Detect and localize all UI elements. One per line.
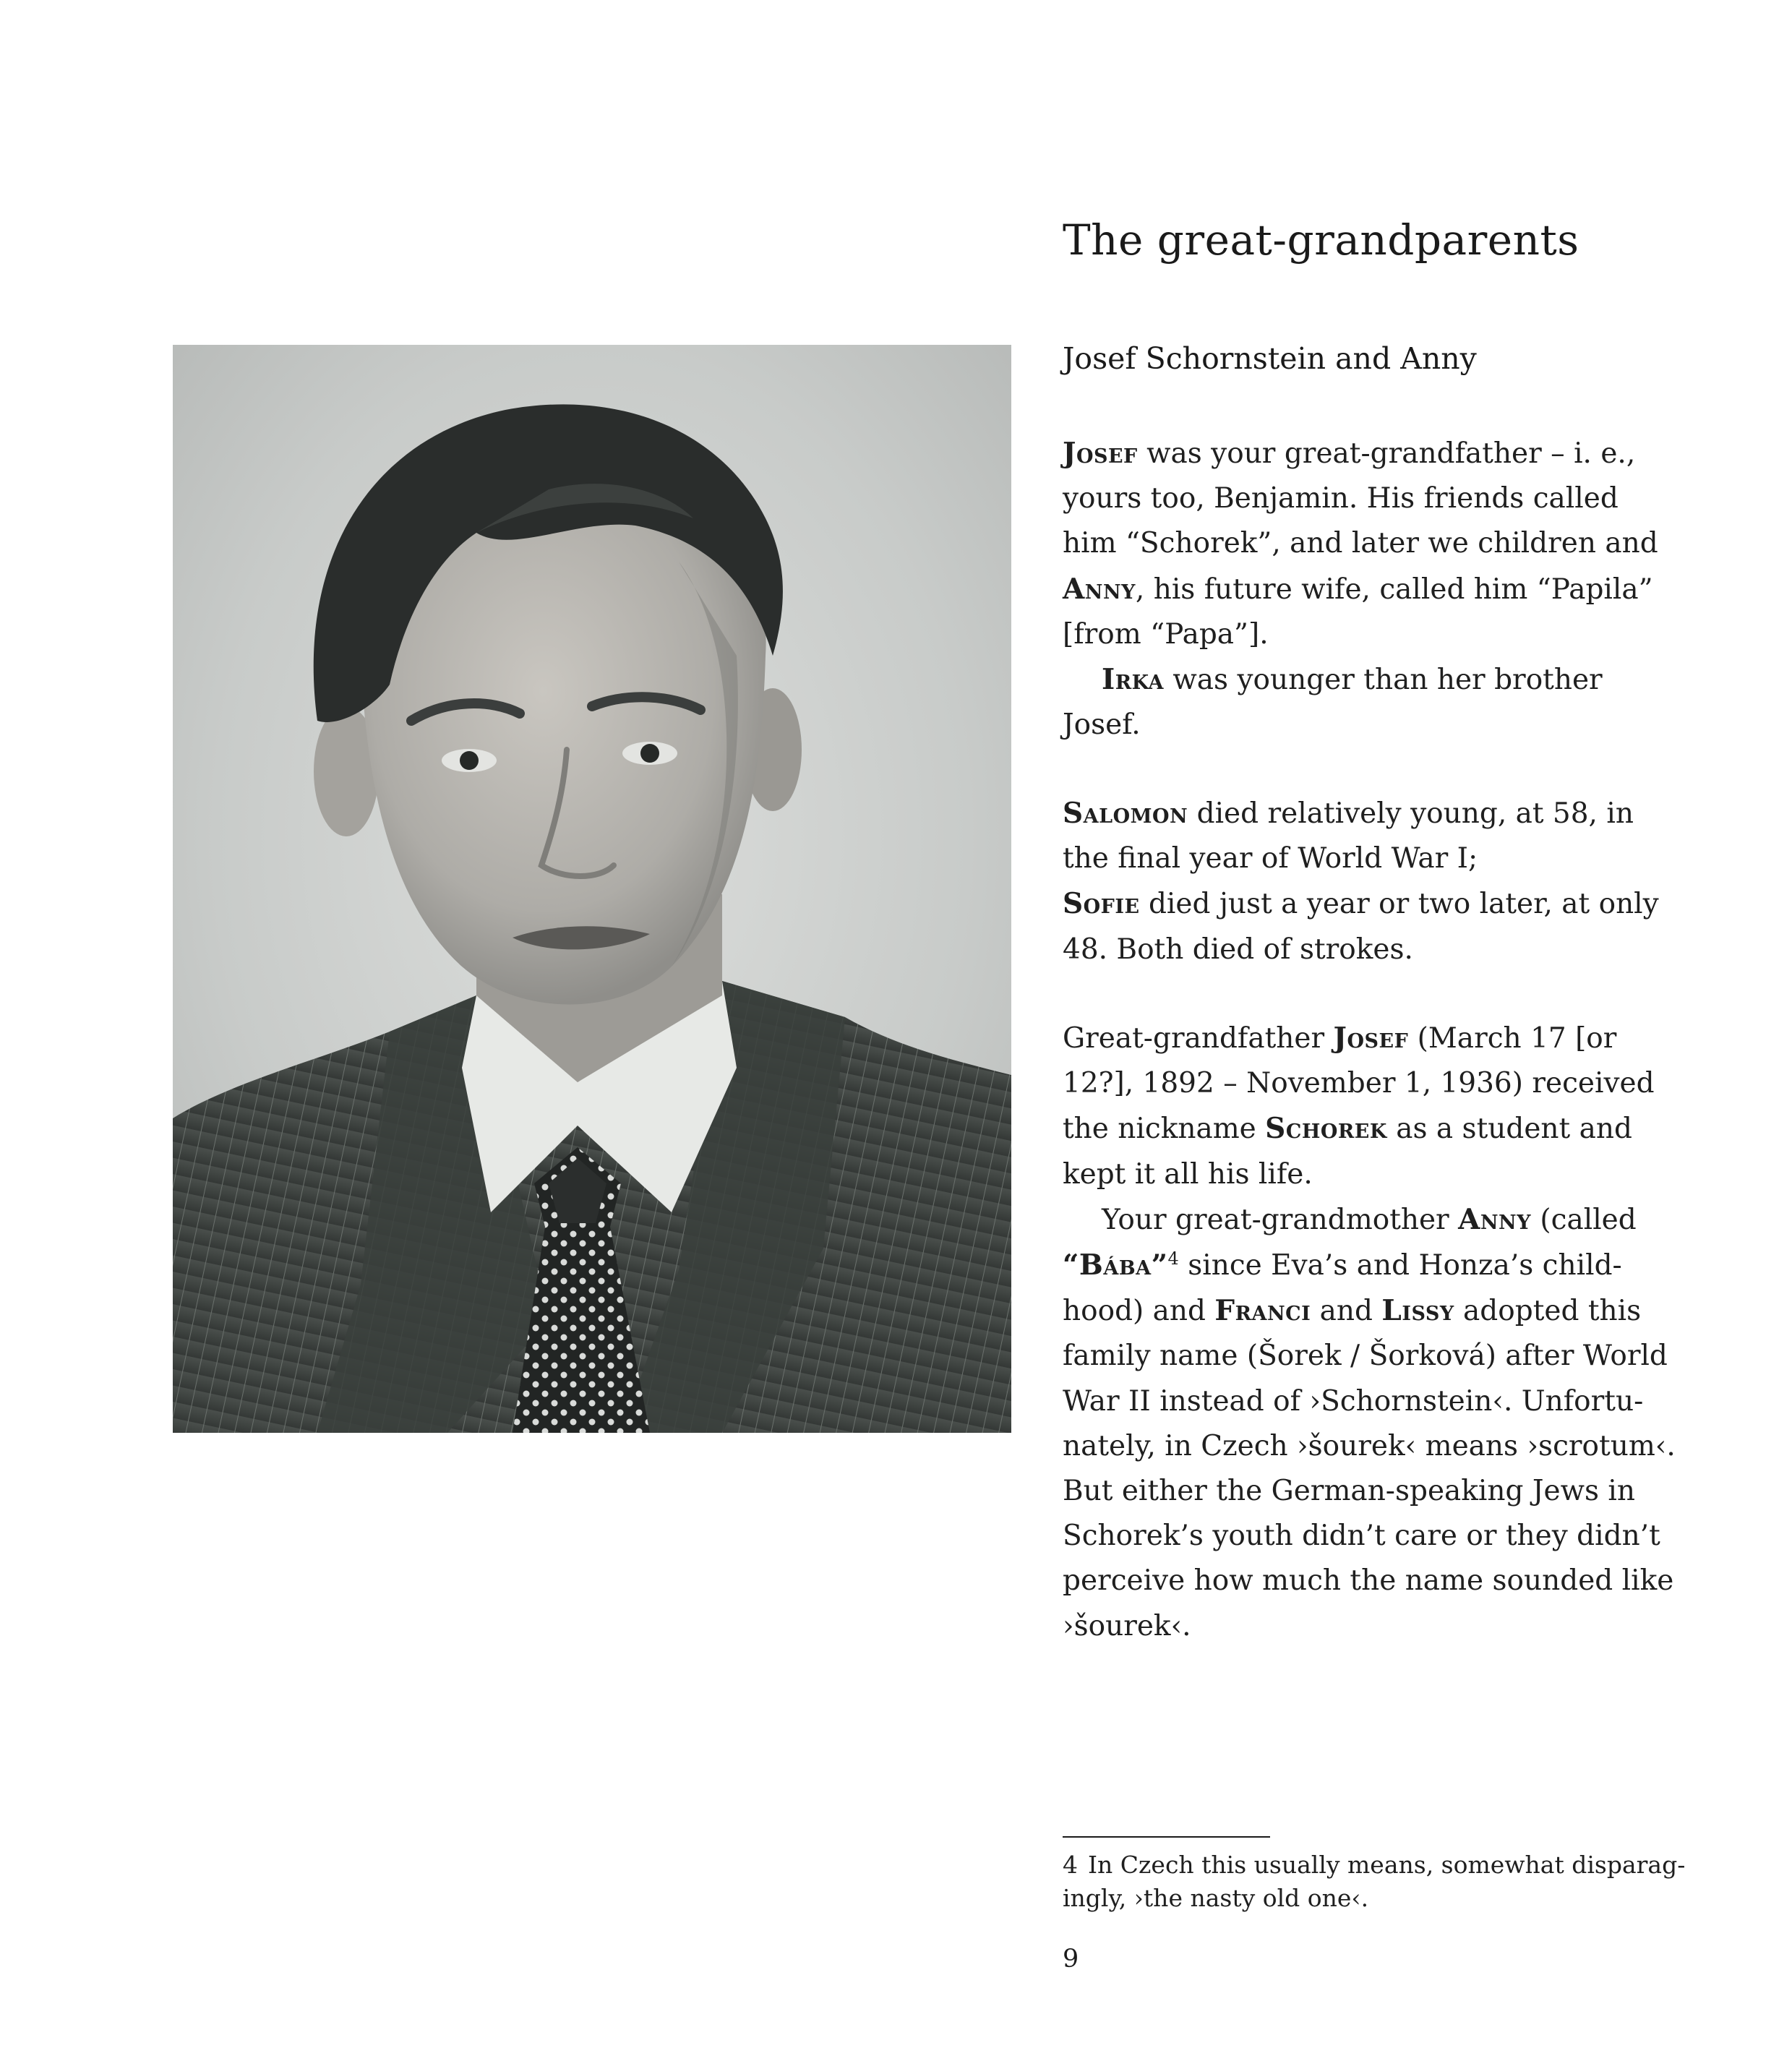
text-line: 12?], 1892 – November 1, 1936) received <box>1063 1067 1655 1100</box>
text-segment: was younger than her brother <box>1164 664 1603 697</box>
page-heading: The great-grandparents <box>1063 215 1579 265</box>
text-segment: adopted this <box>1454 1295 1642 1328</box>
text-segment: died relatively young, at 58, in <box>1188 797 1634 830</box>
name-lissy: Lissy <box>1381 1294 1454 1328</box>
text-line <box>1063 1197 1684 1243</box>
text-line: Josef. <box>1063 708 1141 742</box>
name-irka: Irka <box>1102 663 1165 697</box>
name-anny: Anny <box>1063 572 1136 606</box>
text-segment: hood) and <box>1063 1295 1215 1328</box>
portrait-illustration <box>173 345 1011 1433</box>
name-salomon: Salomon <box>1063 797 1188 830</box>
text-line: Schorek’s youth didn’t care or they didn’t <box>1063 1520 1660 1553</box>
footnote-number: 4 <box>1063 1851 1078 1879</box>
text-line: nately, in Czech ›šourek‹ means ›scrotum‹. <box>1063 1429 1676 1462</box>
text-line <box>1063 567 1684 612</box>
text-line <box>1063 881 1684 927</box>
name-sofie: Sofie <box>1063 887 1140 921</box>
text-line: ›šourek‹. <box>1063 1609 1191 1642</box>
text-line <box>1063 1288 1684 1334</box>
text-segment: since Eva’s and Honza’s child- <box>1178 1249 1622 1282</box>
text-segment: , his future wife, called him “Papila” <box>1135 573 1653 606</box>
text-segment: was your great-grandfather – i. e., <box>1137 437 1636 470</box>
text-line: family name (Šorek / Šorková) after World <box>1063 1340 1668 1373</box>
text-line <box>1063 1106 1684 1152</box>
name-josef: Josef <box>1063 437 1138 470</box>
text-line: the final year of World War I; <box>1063 842 1478 875</box>
text-line: 48. Both died of strokes. <box>1063 933 1413 966</box>
text-segment: died just a year or two later, at only <box>1139 888 1659 921</box>
footnote-divider <box>1063 1836 1270 1838</box>
text-segment: (called <box>1531 1203 1637 1236</box>
text-segment: Great-grandfather <box>1063 1022 1334 1055</box>
portrait-photo <box>173 345 1011 1433</box>
text-line <box>1063 657 1684 703</box>
text-line: kept it all his life. <box>1063 1157 1313 1191</box>
paragraph-schorek-name <box>1063 1016 1684 1649</box>
footnote-reference[interactable]: 4 <box>1167 1248 1179 1269</box>
name-schorek: Schorek <box>1265 1112 1387 1146</box>
text-line: perceive how much the name sounded like <box>1063 1564 1674 1598</box>
section-subheading: Josef Schornstein and Anny <box>1063 341 1477 376</box>
text-segment: Your great-grandmother <box>1102 1203 1459 1236</box>
footnote-line: ingly, ›the nasty old one‹. <box>1063 1884 1369 1912</box>
footnote-line <box>1063 1848 1684 1882</box>
text-segment: the nickname <box>1063 1113 1266 1146</box>
text-line: yours too, Benjamin. His friends called <box>1063 482 1619 515</box>
text-line: But either the German-speaking Jews in <box>1063 1475 1635 1508</box>
text-line <box>1063 1243 1684 1288</box>
text-segment: and <box>1311 1295 1382 1328</box>
text-line <box>1063 1016 1684 1061</box>
name-josef: Josef <box>1333 1021 1409 1055</box>
name-baba: “Bába” <box>1063 1248 1168 1282</box>
text-line: [from “Papa”]. <box>1063 617 1269 651</box>
paragraph-salomon-sofie <box>1063 791 1684 972</box>
page-number: 9 <box>1063 1945 1079 1974</box>
footnote-text: In Czech this usually means, somewhat disparag- <box>1088 1851 1686 1879</box>
text-line <box>1063 791 1684 836</box>
name-franci: Franci <box>1214 1294 1311 1328</box>
text-line <box>1063 431 1684 476</box>
text-line: War II instead of ›Schornstein‹. Unfortu- <box>1063 1384 1644 1418</box>
text-line: him “Schorek”, and later we children and <box>1063 527 1658 560</box>
name-anny: Anny <box>1458 1202 1532 1236</box>
text-segment: as a student and <box>1386 1113 1632 1146</box>
footnote <box>1063 1848 1684 1915</box>
paragraph-josef-intro <box>1063 431 1684 747</box>
text-segment: (March 17 [or <box>1408 1022 1617 1055</box>
